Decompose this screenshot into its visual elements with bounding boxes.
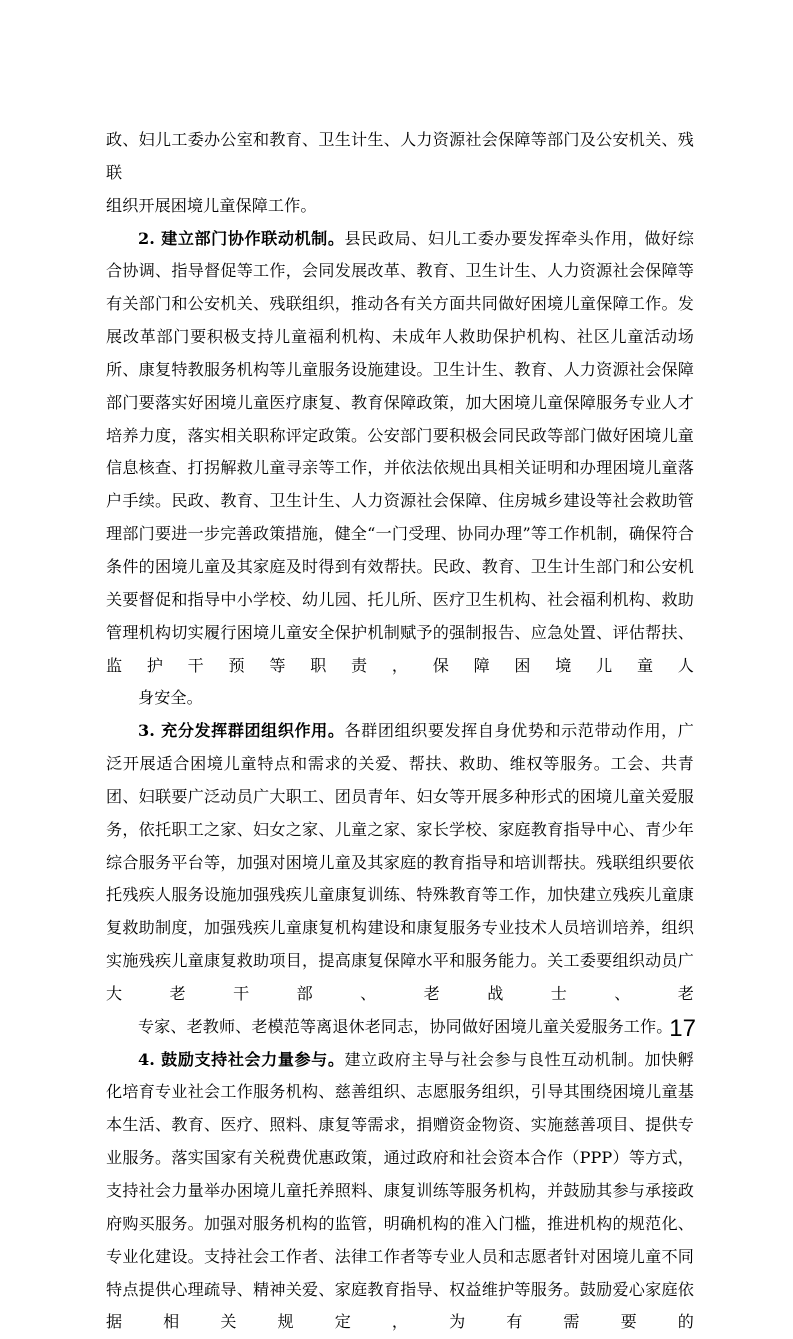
text-line: 儿童寻亲等工作，并依法依规出具相关证明和办理困境儿童落户手续。民政、教育、: [106, 458, 695, 511]
text-line: 实国家有关税费优惠政策，通过政府和社会资本合作（PPP）等方式，支持社会力量举: [106, 1148, 695, 1200]
section-heading: 2. 建立部门协作联动机制。: [138, 228, 345, 248]
text-line: 育专业社会工作服务机构、慈善组织、志愿服务组织，引导其围绕困境儿童基本生活、: [106, 1082, 695, 1135]
text-line: 措施，健全“一门受理、协同办理”等工作机制，确保符合条件的困境儿童及其家庭及: [106, 524, 694, 576]
paragraph-section-2: [106, 223, 694, 716]
text-line: 办困境儿童托养照料、康复训练等服务机构，并鼓励其参与承接政府购买服务。加强: [106, 1181, 694, 1233]
text-line: 各群团组织要发挥自身优势和示范带动作用，广泛开: [106, 721, 694, 774]
section-heading: 4. 鼓励支持社会力量参与。: [138, 1049, 345, 1069]
text-line: 政、妇儿工委办公室和教育、卫生计生、人力资源社会保障等部门及公安机关、残联: [106, 130, 694, 182]
text-line: 对服务机构的监管，明确机构的准入门槛，推进机构的规范化、专业化建设。支持社: [106, 1213, 694, 1266]
text-line: 会工作者、法律工作者等专业人员和志愿者针对困境儿童不同特点提供心理疏导、精: [106, 1246, 695, 1299]
text-line: 专家、老教师、老模范等离退休老同志，协同做好困境儿童关爱服务工作。: [138, 1016, 673, 1036]
text-line: 残疾儿童康复机构建设和康复服务专业技术人员培训培养，组织实施残疾儿童康复救: [106, 918, 694, 971]
text-line: 时得到有效帮扶。民政、教育、卫生计生部门和公安机关要督促和指导中小学校、幼: [106, 556, 694, 609]
text-line: 神关爱、家庭教育指导、权益维护等服务。鼓励爱心家庭依据相关规定，为有需要的: [106, 1279, 694, 1332]
text-line: 组织开展困境儿童保障工作。: [106, 195, 317, 215]
text-line: 县民政局、妇儿工委办要发挥牵头作用，做好综合协: [106, 228, 694, 281]
text-line: 教育、医疗、照料、康复等需求，捐赠资金物资、实施慈善项目、提供专业服务。落: [106, 1115, 695, 1168]
text-line: 保护机制赋予的强制报告、应急处置、评估帮扶、监护干预等职责，保障困境儿童人: [106, 622, 694, 675]
text-line: 身安全。: [138, 688, 203, 708]
text-line: 儿园、托儿所、医疗卫生机构、社会福利机构、救助管理机构切实履行困境儿童安全: [106, 589, 694, 642]
page-number: 17: [669, 1015, 696, 1042]
text-line: 境儿童医疗康复、教育保障政策，加大困境儿童保障服务专业人才培养力度，落实相: [106, 392, 694, 445]
section-heading: 3. 充分发挥群团组织作用。: [138, 721, 345, 741]
paragraph-continued: [106, 124, 694, 223]
paragraph-section-3: [106, 715, 694, 1043]
text-line: 门要积极支持儿童福利机构、未成年人救助保护机构、社区儿童活动场所、康复特教: [106, 327, 694, 379]
text-line: 助项目，提高康复保障水平和服务能力。关工委要组织动员广大老干部、老战士、老: [106, 951, 695, 1003]
text-line: 卫生计生、人力资源社会保障、住房城乡建设等社会救助管理部门要进一步完善政策: [106, 491, 694, 544]
text-line: 施加强残疾儿童康复训练、特殊教育等工作，加快建立残疾儿童康复救助制度，加强: [106, 885, 694, 938]
text-line: 门和公安机关、残联组织，推动各有关方面共同做好困境儿童保障工作。发展改革部: [106, 294, 694, 347]
document-body: [106, 124, 694, 1339]
text-line: 等，加强对困境儿童及其家庭的教育指导和培训帮扶。残联组织要依托残疾人服务设: [106, 852, 694, 905]
text-line: 关职称评定政策。公安部门要积极会同民政等部门做好困境儿童信息核查、打拐解救: [106, 425, 694, 478]
paragraph-section-4: [106, 1044, 694, 1339]
text-line: 调、指导督促等工作，会同发展改革、教育、卫生计生、人力资源社会保障等有关部: [106, 261, 695, 314]
text-line: 要广泛动员广大职工、团员青年、妇女等开展多种形式的困境儿童关爱服务，依托职: [106, 786, 695, 839]
text-line: 工之家、妇女之家、儿童之家、家长学校、家庭教育指导中心、青少年综合服务平台: [106, 819, 694, 872]
text-line: 展适合困境儿童特点和需求的关爱、帮扶、救助、维权等服务。工会、共青团、妇联: [106, 754, 694, 806]
text-line: 建立政府主导与社会参与良性互动机制。加快孵化培: [106, 1049, 694, 1102]
text-line: 服务机构等儿童服务设施建设。卫生计生、教育、人力资源社会保障部门要落实好困: [106, 359, 694, 412]
